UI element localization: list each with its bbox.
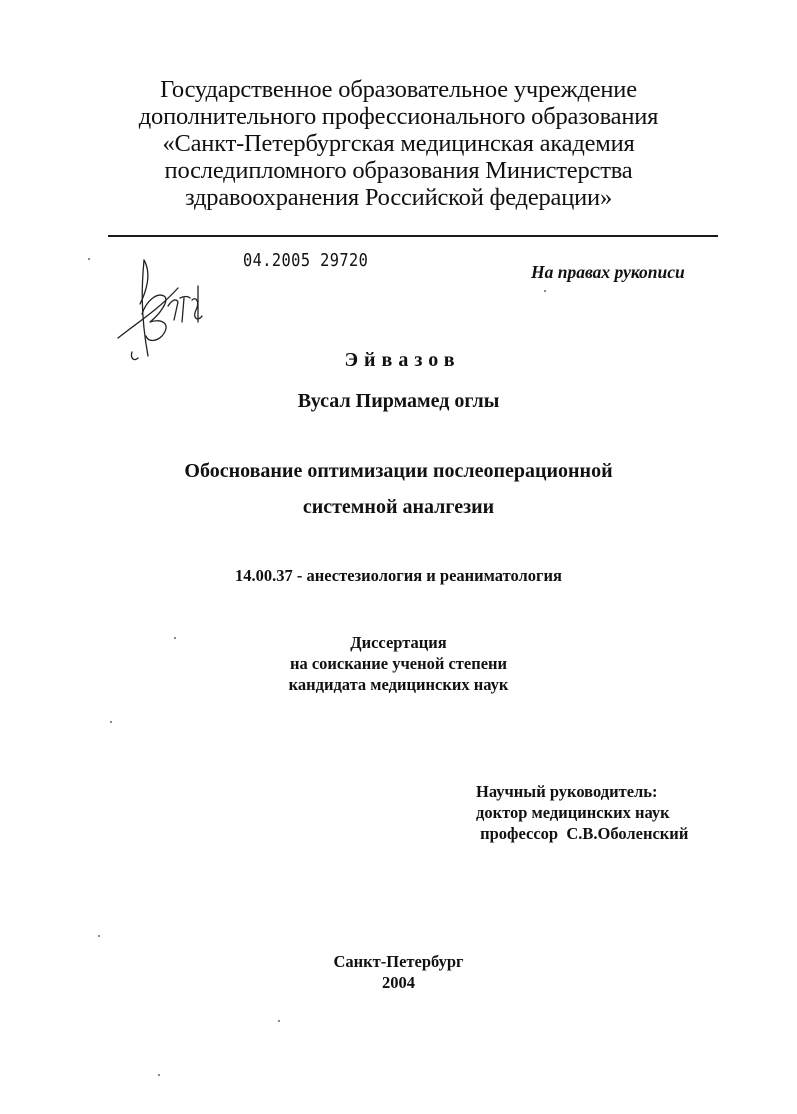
header-line: «Санкт-Петербургская медицинская академия [162,130,635,157]
scan-speck [174,637,176,639]
supervisor-block [476,781,688,844]
author-surname: Эйвазов [344,349,461,371]
header-line: последипломного образования Министерства [164,157,633,184]
title-line: Обоснование оптимизации послеоперационной [184,460,613,482]
city-name: Санкт-Петербург [333,952,464,971]
degree-line: кандидата медицинских наук [288,675,509,694]
scan-speck [88,258,90,260]
degree-line: на соискание ученой степени [289,654,508,673]
title-line: системной аналгезии [302,496,495,518]
scan-speck [544,290,546,292]
manuscript-rights-label: На правах рукописи [531,262,685,282]
header-line: здравоохранения Российской федерации» [184,184,613,211]
supervisor-line: Научный руководитель: [476,782,658,801]
header-line: дополнительного профессионального образования [138,103,659,130]
dissertation-title [0,453,797,525]
header-line: Государственное образовательное учреждение [160,76,637,103]
author-given-name: Вусал Пирмамед оглы [297,390,500,412]
scan-speck [110,721,112,723]
degree-line: Диссертация [350,633,447,652]
specialty-code: 14.00.37 - анестезиология и реаниматология [235,566,562,585]
supervisor-line: профессор С.В.Оболенский [476,824,689,843]
registration-stamp: 04.2005 29720 [243,250,369,271]
header-divider [108,235,718,237]
year: 2004 [382,973,415,992]
scan-speck [158,1074,160,1076]
institution-header [0,76,797,211]
city-year-block [0,951,797,993]
supervisor-line: доктор медицинских наук [476,803,670,822]
scan-speck [278,1020,280,1022]
degree-statement [0,632,797,695]
scan-speck [98,935,100,937]
